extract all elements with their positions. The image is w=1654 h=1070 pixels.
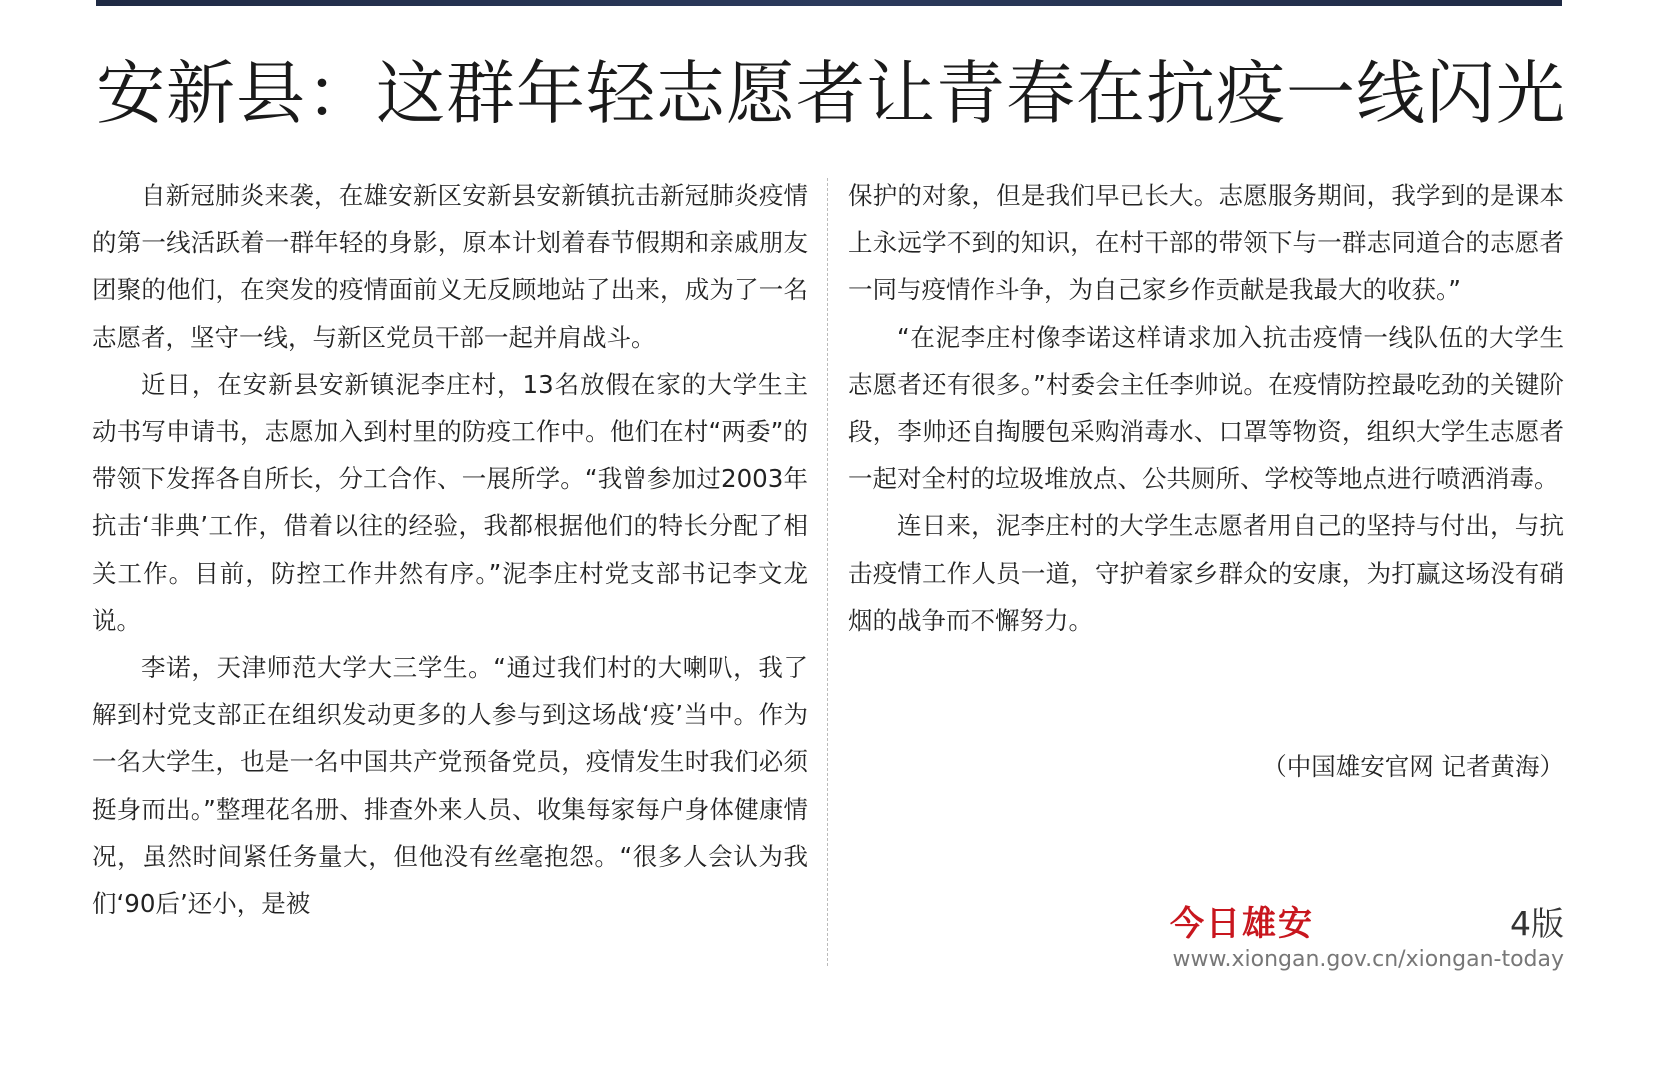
site-url: www.xiongan.gov.cn/xiongan-today [1172, 947, 1564, 972]
paragraph: 自新冠肺炎来袭，在雄安新区安新县安新镇抗击新冠肺炎疫情的第一线活跃着一群年轻的身影，原本计划着春节假期和亲戚朋友团聚的他们，在突发的疫情面前义无反顾地站了出来，成为了一名志愿者，坚守一线，与新区党员干部一起并肩战斗。 [92, 181, 808, 352]
paragraph: “在泥李庄村像李诺这样请求加入抗击疫情一线队伍的大学生志愿者还有很多。”村委会主任李帅说。在疫情防控最吃劲的关键阶段，李帅还自掏腰包采购消毒水、口罩等物资，组织大学生志愿者一起对全村的垃圾堆放点、公共厕所、学校等地点进行喷洒消毒。 [848, 322, 1564, 494]
masthead-logo: 今日雄安 [1170, 904, 1314, 944]
article-byline: （中国雄安官网 记者黄海） [1262, 752, 1564, 781]
top-accent-bar [96, 0, 1562, 6]
paragraph-continued: 保护的对象，但是我们早已长大。志愿服务期间，我学到的是课本上永远学不到的知识，在村干部的带领下与一群志同道合的志愿者一同与疫情作斗争，为自己家乡作贡献是我最大的收获。” [848, 181, 1564, 305]
paragraph: 李诺，天津师范大学大三学生。“通过我们村的大喇叭，我了解到村党支部正在组织发动更多的人参与到这场战‘疫’当中。作为一名大学生，也是一名中国共产党预备党员，疫情发生时我们必须挺身而出。”整理花名册、排查外来人员、收集每家每户身体健康情况，虽然时间紧任务量大，但他没有丝毫抱怨。“很多人会认为我们‘90后’还小，是被 [92, 653, 808, 919]
page-number: 4版 [1510, 904, 1564, 943]
article-headline: 安新县：这群年轻志愿者让青春在抗疫一线闪光 [96, 54, 1566, 134]
article-left-column [92, 172, 808, 927]
column-divider [827, 178, 828, 966]
paragraph: 近日，在安新县安新镇泥李庄村，13名放假在家的大学生主动书写申请书，志愿加入到村里的防疫工作中。他们在村“两委”的带领下发挥各自所长，分工合作、一展所学。“我曾参加过2003年抗击‘非典’工作，借着以往的经验，我都根据他们的特长分配了相关工作。目前，防控工作井然有序。”泥李庄村党支部书记李文龙说。 [92, 369, 808, 635]
article-right-column [848, 172, 1564, 644]
paragraph: 连日来，泥李庄村的大学生志愿者用自己的坚持与付出，与抗击疫情工作人员一道，守护着家乡群众的安康，为打赢这场没有硝烟的战争而不懈努力。 [848, 511, 1564, 635]
